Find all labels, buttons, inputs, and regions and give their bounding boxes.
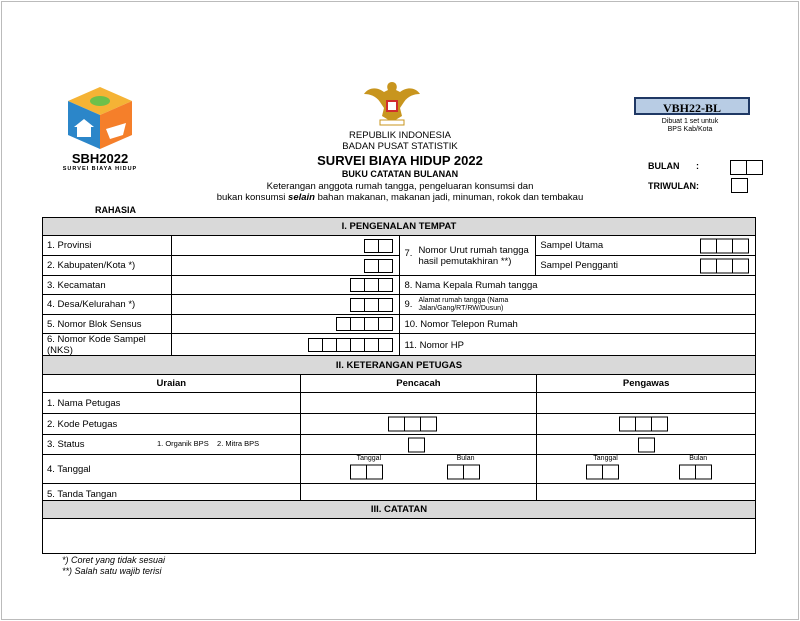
sampel-utama-field[interactable]: [536, 236, 756, 256]
desc-part-selain: selain: [288, 192, 315, 203]
nomor-urut-cell: [400, 236, 536, 276]
garuda-emblem: [362, 78, 422, 128]
nks-label: 6. Nomor Kode Sampel (NKS): [43, 334, 172, 357]
status-pencacah-field[interactable]: [300, 435, 537, 455]
nama-kepala-field[interactable]: [400, 276, 756, 295]
telepon-rumah-field[interactable]: [400, 315, 756, 334]
tanggal-pencacah-field[interactable]: [300, 455, 537, 484]
triwulan-input-box[interactable]: [732, 178, 748, 193]
nama-petugas-label: 1. Nama Petugas: [43, 393, 301, 414]
nomor-hp-field[interactable]: [400, 334, 756, 357]
sampel-pengganti-field[interactable]: [536, 256, 756, 276]
blok-sensus-label: 5. Nomor Blok Sensus: [43, 315, 172, 334]
desa-field[interactable]: [171, 295, 400, 315]
uraian-header: Uraian: [43, 375, 301, 393]
section3-title: III. CATATAN: [43, 501, 756, 519]
kode-petugas-label: 2. Kode Petugas: [43, 414, 301, 435]
form-code-box: VBH22-BL: [634, 97, 750, 115]
survey-desc-line1: Keterangan anggota rumah tangga, pengeluaran konsumsi dan: [266, 181, 534, 192]
house-basket-cube-icon: [60, 85, 140, 151]
garuda-icon: [362, 78, 422, 128]
code-note1: Dibuat 1 set untuk: [661, 118, 719, 125]
desc-part-a: bukan konsumsi: [216, 192, 289, 203]
section1-title: I. PENGENALAN TEMPAT: [43, 218, 756, 236]
desc-part-c: bahan makanan, makanan jadi, minuman, rokok dan tembakau: [314, 192, 584, 203]
kode-pengawas-field[interactable]: [537, 414, 756, 435]
r11-label: 11. Nomor HP: [404, 339, 464, 351]
nama-pencacah-field[interactable]: [300, 393, 537, 414]
r8-label: 8. Nama Kepala Rumah tangga: [404, 279, 538, 291]
pengawas-bulan-caption: Bulan: [689, 455, 708, 462]
kode-pencacah-field[interactable]: [300, 414, 537, 435]
bulan-input-boxes[interactable]: [731, 160, 763, 175]
triwulan-colon: :: [696, 181, 699, 191]
sbh-logo: [60, 85, 140, 151]
section-keterangan-petugas: [42, 355, 756, 505]
pencacah-bulan-caption: Bulan: [456, 455, 475, 462]
pencacah-tanggal-caption: Tanggal: [356, 455, 382, 462]
r9-text: Alamat rumah tangga (Nama Jalan/Gang/RT/RW/Dusun): [418, 296, 509, 312]
rahasia-label: RAHASIA: [95, 205, 137, 215]
section-catatan: [42, 500, 756, 554]
footnote-1: *) Coret yang tidak sesuai: [62, 555, 166, 565]
footnote-2: **) Salah satu wajib terisi: [62, 566, 162, 576]
tanggal-pengawas-field[interactable]: [537, 455, 756, 484]
r10-label: 10. Nomor Telepon Rumah: [404, 318, 518, 330]
alamat-field[interactable]: [400, 295, 756, 315]
provinsi-label: 1. Provinsi: [43, 236, 172, 256]
tanda-tangan-label: 5. Tanda Tangan: [43, 484, 301, 505]
blok-sensus-field[interactable]: [171, 315, 400, 334]
desa-label: 4. Desa/Kelurahan *): [43, 295, 172, 315]
survey-title: SURVEI BIAYA HIDUP 2022: [317, 153, 483, 168]
code-note2: BPS Kab/Kota: [667, 126, 713, 133]
logo-title: SBH2022: [71, 151, 129, 166]
header-line1: REPUBLIK INDONESIA: [349, 130, 451, 141]
section2-title: II. KETERANGAN PETUGAS: [43, 356, 756, 375]
pengawas-tanggal-caption: Tanggal: [593, 455, 618, 462]
status-label: [43, 435, 301, 455]
bulan-label: BULAN: [648, 161, 680, 171]
pencacah-header: Pencacah: [300, 375, 537, 393]
status-pengawas-field[interactable]: [537, 435, 756, 455]
sampel-pengganti-label: Sampel Pengganti: [540, 260, 618, 271]
r9-num: 9.: [404, 299, 413, 310]
survey-subtitle: BUKU CATATAN BULANAN: [341, 169, 459, 179]
r7-text: Nomor Urut rumah tangga hasil pemutakhiran **): [418, 244, 529, 267]
kecamatan-field[interactable]: [171, 276, 400, 295]
pengawas-header: Pengawas: [537, 375, 756, 393]
r7-num: 7.: [404, 248, 413, 259]
status-text: 3. Status: [47, 439, 85, 450]
bulan-colon: :: [696, 161, 699, 171]
header-line2: BADAN PUSAT STATISTIK: [342, 141, 458, 152]
nama-pengawas-field[interactable]: [537, 393, 756, 414]
kabupaten-field[interactable]: [171, 256, 400, 276]
sampel-utama-label: Sampel Utama: [540, 240, 604, 251]
kabupaten-label: 2. Kabupaten/Kota *): [43, 256, 172, 276]
tanggal-label: 4. Tanggal: [43, 455, 301, 484]
status-options: 1. Organik BPS 2. Mitra BPS: [157, 439, 260, 448]
kecamatan-label: 3. Kecamatan: [43, 276, 172, 295]
catatan-field[interactable]: [43, 519, 756, 554]
survey-desc-line2: [200, 192, 600, 203]
triwulan-label: TRIWULAN: [648, 181, 696, 191]
section-pengenalan-tempat: [42, 217, 756, 357]
nks-field[interactable]: [171, 334, 400, 357]
logo-subtitle: SURVEI BIAYA HIDUP: [62, 166, 138, 172]
provinsi-field[interactable]: [171, 236, 400, 256]
